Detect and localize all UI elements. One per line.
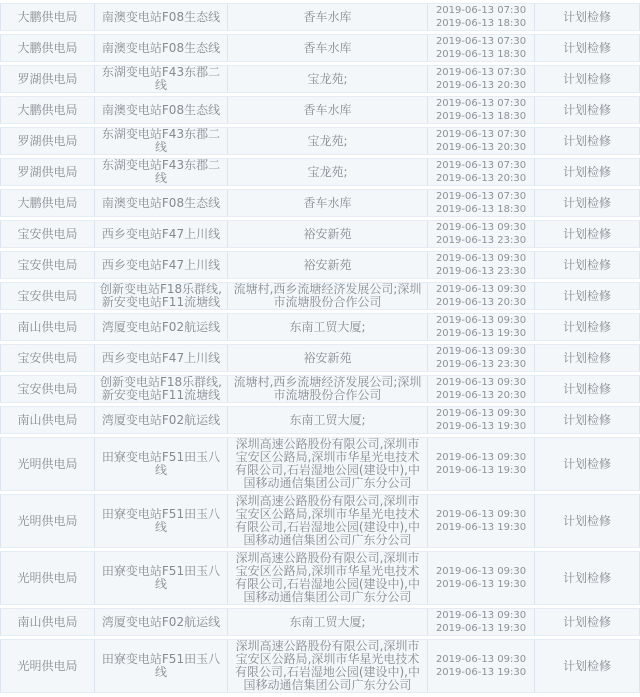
- cell-power-line: 田寮变电站F51田玉八线: [95, 494, 228, 548]
- cell-outage-time-range: [428, 96, 535, 124]
- outage-end-time: 2019-06-13 23:30: [435, 235, 527, 246]
- outage-end-time: 2019-06-13 18:30: [435, 49, 527, 60]
- cell-outage-type: 计划检修: [535, 3, 640, 31]
- outage-start-time: 2019-06-13 07:30: [435, 36, 527, 47]
- cell-power-line: 东湖变电站F43东郡二线: [95, 127, 228, 155]
- cell-supply-bureau: 罗湖供电局: [0, 65, 95, 93]
- cell-outage-location: 宝龙苑;: [228, 158, 428, 186]
- cell-outage-location: 流塘村,西乡流塘经济发展公司;深圳市流塘股份合作公司: [228, 375, 428, 403]
- outage-end-time: 2019-06-13 19:30: [435, 465, 527, 476]
- cell-supply-bureau: 光明供电局: [0, 639, 95, 693]
- cell-outage-time-range: [428, 608, 535, 636]
- outage-end-time: 2019-06-13 19:30: [435, 421, 527, 432]
- cell-outage-time-range: [428, 406, 535, 434]
- cell-power-line: 湾厦变电站F02航运线: [95, 406, 228, 434]
- cell-supply-bureau: 大鹏供电局: [0, 34, 95, 62]
- cell-outage-time-range: [428, 437, 535, 491]
- cell-outage-time-range: [428, 344, 535, 372]
- cell-supply-bureau: 大鹏供电局: [0, 96, 95, 124]
- cell-outage-type: 计划检修: [535, 639, 640, 693]
- cell-outage-time-range: [428, 313, 535, 341]
- cell-power-line: 西乡变电站F47上川线: [95, 220, 228, 248]
- cell-outage-location: 东南工贸大厦;: [228, 608, 428, 636]
- outage-end-time: 2019-06-13 23:30: [435, 359, 527, 370]
- cell-supply-bureau: 罗湖供电局: [0, 158, 95, 186]
- table-row: [0, 406, 640, 434]
- outage-start-time: 2019-06-13 07:30: [435, 98, 527, 109]
- table-row: [0, 3, 640, 31]
- cell-outage-location: 香车水库: [228, 34, 428, 62]
- cell-outage-type: 计划检修: [535, 608, 640, 636]
- outage-table-body: [0, 3, 640, 693]
- cell-supply-bureau: 大鹏供电局: [0, 189, 95, 217]
- cell-outage-type: 计划检修: [535, 282, 640, 310]
- table-row: [0, 65, 640, 93]
- cell-outage-time-range: [428, 639, 535, 693]
- cell-outage-type: 计划检修: [535, 344, 640, 372]
- cell-outage-location: 香车水库: [228, 189, 428, 217]
- outage-end-time: 2019-06-13 20:30: [435, 297, 527, 308]
- cell-power-line: 湾厦变电站F02航运线: [95, 608, 228, 636]
- cell-outage-location: 宝龙苑;: [228, 65, 428, 93]
- outage-end-time: 2019-06-13 19:30: [435, 522, 527, 533]
- outage-start-time: 2019-06-13 09:30: [435, 315, 527, 326]
- cell-power-line: 创新变电站F18乐群线,新安变电站F11流塘线: [95, 282, 228, 310]
- table-row: [0, 551, 640, 605]
- table-row: [0, 34, 640, 62]
- cell-supply-bureau: 大鹏供电局: [0, 3, 95, 31]
- cell-outage-location: 深圳高速公路股份有限公司,深圳市宝安区公路局,深圳市华星光电技术有限公司,石岩湿地公园(建设中),中国移动通信集团公司广东分公司: [228, 437, 428, 491]
- outage-end-time: 2019-06-13 18:30: [435, 204, 527, 215]
- cell-outage-time-range: [428, 220, 535, 248]
- cell-outage-type: 计划检修: [535, 96, 640, 124]
- cell-outage-type: 计划检修: [535, 158, 640, 186]
- cell-outage-time-range: [428, 189, 535, 217]
- cell-outage-location: 深圳高速公路股份有限公司,深圳市宝安区公路局,深圳市华星光电技术有限公司,石岩湿地公园(建设中),中国移动通信集团公司广东分公司: [228, 639, 428, 693]
- cell-power-line: 田寮变电站F51田玉八线: [95, 437, 228, 491]
- outage-start-time: 2019-06-13 07:30: [435, 160, 527, 171]
- outage-start-time: 2019-06-13 09:30: [435, 566, 527, 577]
- cell-power-line: 东湖变电站F43东郡二线: [95, 65, 228, 93]
- outage-start-time: 2019-06-13 09:30: [435, 408, 527, 419]
- outage-end-time: 2019-06-13 18:30: [435, 111, 527, 122]
- outage-end-time: 2019-06-13 20:30: [435, 390, 527, 401]
- cell-outage-time-range: [428, 282, 535, 310]
- cell-outage-time-range: [428, 375, 535, 403]
- outage-start-time: 2019-06-13 09:30: [435, 222, 527, 233]
- cell-outage-type: 计划检修: [535, 313, 640, 341]
- outage-start-time: 2019-06-13 09:30: [435, 346, 527, 357]
- cell-outage-time-range: [428, 3, 535, 31]
- table-row: [0, 251, 640, 279]
- cell-outage-time-range: [428, 65, 535, 93]
- outage-start-time: 2019-06-13 09:30: [435, 253, 527, 264]
- cell-outage-location: 东南工贸大厦;: [228, 406, 428, 434]
- cell-power-line: 南澳变电站F08生态线: [95, 96, 228, 124]
- cell-power-line: 南澳变电站F08生态线: [95, 3, 228, 31]
- outage-start-time: 2019-06-13 07:30: [435, 67, 527, 78]
- cell-outage-type: 计划检修: [535, 189, 640, 217]
- outage-start-time: 2019-06-13 07:30: [435, 5, 527, 16]
- outage-end-time: 2019-06-13 23:30: [435, 266, 527, 277]
- cell-outage-type: 计划检修: [535, 65, 640, 93]
- cell-outage-location: 流塘村,西乡流塘经济发展公司;深圳市流塘股份合作公司: [228, 282, 428, 310]
- cell-outage-location: 裕安新苑: [228, 251, 428, 279]
- cell-supply-bureau: 光明供电局: [0, 494, 95, 548]
- cell-outage-location: 深圳高速公路股份有限公司,深圳市宝安区公路局,深圳市华星光电技术有限公司,石岩湿地公园(建设中),中国移动通信集团公司广东分公司: [228, 494, 428, 548]
- cell-outage-location: 深圳高速公路股份有限公司,深圳市宝安区公路局,深圳市华星光电技术有限公司,石岩湿地公园(建设中),中国移动通信集团公司广东分公司: [228, 551, 428, 605]
- outage-end-time: 2019-06-13 19:30: [435, 667, 527, 678]
- cell-outage-location: 东南工贸大厦;: [228, 313, 428, 341]
- table-row: [0, 189, 640, 217]
- cell-supply-bureau: 南山供电局: [0, 406, 95, 434]
- cell-supply-bureau: 宝安供电局: [0, 344, 95, 372]
- cell-outage-location: 宝龙苑;: [228, 127, 428, 155]
- table-row: [0, 437, 640, 491]
- cell-power-line: 西乡变电站F47上川线: [95, 251, 228, 279]
- cell-outage-time-range: [428, 158, 535, 186]
- table-row: [0, 313, 640, 341]
- cell-power-line: 湾厦变电站F02航运线: [95, 313, 228, 341]
- cell-supply-bureau: 南山供电局: [0, 608, 95, 636]
- cell-supply-bureau: 光明供电局: [0, 551, 95, 605]
- outage-start-time: 2019-06-13 09:30: [435, 452, 527, 463]
- cell-supply-bureau: 宝安供电局: [0, 220, 95, 248]
- cell-supply-bureau: 宝安供电局: [0, 375, 95, 403]
- table-row: [0, 608, 640, 636]
- cell-supply-bureau: 南山供电局: [0, 313, 95, 341]
- outage-start-time: 2019-06-13 09:30: [435, 509, 527, 520]
- cell-outage-type: 计划检修: [535, 220, 640, 248]
- cell-supply-bureau: 宝安供电局: [0, 282, 95, 310]
- cell-outage-type: 计划检修: [535, 251, 640, 279]
- cell-outage-type: 计划检修: [535, 551, 640, 605]
- table-row: [0, 127, 640, 155]
- table-row: [0, 158, 640, 186]
- cell-power-line: 田寮变电站F51田玉八线: [95, 639, 228, 693]
- cell-outage-time-range: [428, 551, 535, 605]
- cell-outage-type: 计划检修: [535, 127, 640, 155]
- cell-outage-time-range: [428, 127, 535, 155]
- cell-outage-type: 计划检修: [535, 34, 640, 62]
- cell-power-line: 南澳变电站F08生态线: [95, 189, 228, 217]
- cell-outage-location: 香车水库: [228, 96, 428, 124]
- cell-supply-bureau: 光明供电局: [0, 437, 95, 491]
- outage-end-time: 2019-06-13 19:30: [435, 579, 527, 590]
- table-row: [0, 639, 640, 693]
- outage-start-time: 2019-06-13 09:30: [435, 377, 527, 388]
- cell-outage-location: 裕安新苑: [228, 220, 428, 248]
- outage-end-time: 2019-06-13 19:30: [435, 623, 527, 634]
- cell-outage-type: 计划检修: [535, 375, 640, 403]
- cell-power-line: 南澳变电站F08生态线: [95, 34, 228, 62]
- table-row: [0, 375, 640, 403]
- outage-start-time: 2019-06-13 09:30: [435, 654, 527, 665]
- cell-supply-bureau: 宝安供电局: [0, 251, 95, 279]
- cell-outage-type: 计划检修: [535, 406, 640, 434]
- cell-outage-time-range: [428, 34, 535, 62]
- cell-power-line: 创新变电站F18乐群线,新安变电站F11流塘线: [95, 375, 228, 403]
- table-row: [0, 282, 640, 310]
- cell-outage-location: 裕安新苑: [228, 344, 428, 372]
- outage-start-time: 2019-06-13 07:30: [435, 191, 527, 202]
- outage-end-time: 2019-06-13 20:30: [435, 142, 527, 153]
- table-row: [0, 344, 640, 372]
- cell-power-line: 西乡变电站F47上川线: [95, 344, 228, 372]
- cell-outage-location: 香车水库: [228, 3, 428, 31]
- table-row: [0, 494, 640, 548]
- outage-end-time: 2019-06-13 19:30: [435, 328, 527, 339]
- outage-start-time: 2019-06-13 09:30: [435, 284, 527, 295]
- cell-outage-time-range: [428, 494, 535, 548]
- cell-supply-bureau: 罗湖供电局: [0, 127, 95, 155]
- outage-end-time: 2019-06-13 20:30: [435, 80, 527, 91]
- outage-start-time: 2019-06-13 07:30: [435, 129, 527, 140]
- outage-end-time: 2019-06-13 20:30: [435, 173, 527, 184]
- outage-start-time: 2019-06-13 09:30: [435, 610, 527, 621]
- cell-power-line: 田寮变电站F51田玉八线: [95, 551, 228, 605]
- cell-outage-type: 计划检修: [535, 437, 640, 491]
- outage-end-time: 2019-06-13 18:30: [435, 18, 527, 29]
- cell-outage-type: 计划检修: [535, 494, 640, 548]
- table-row: [0, 96, 640, 124]
- cell-power-line: 东湖变电站F43东郡二线: [95, 158, 228, 186]
- table-row: [0, 220, 640, 248]
- cell-outage-time-range: [428, 251, 535, 279]
